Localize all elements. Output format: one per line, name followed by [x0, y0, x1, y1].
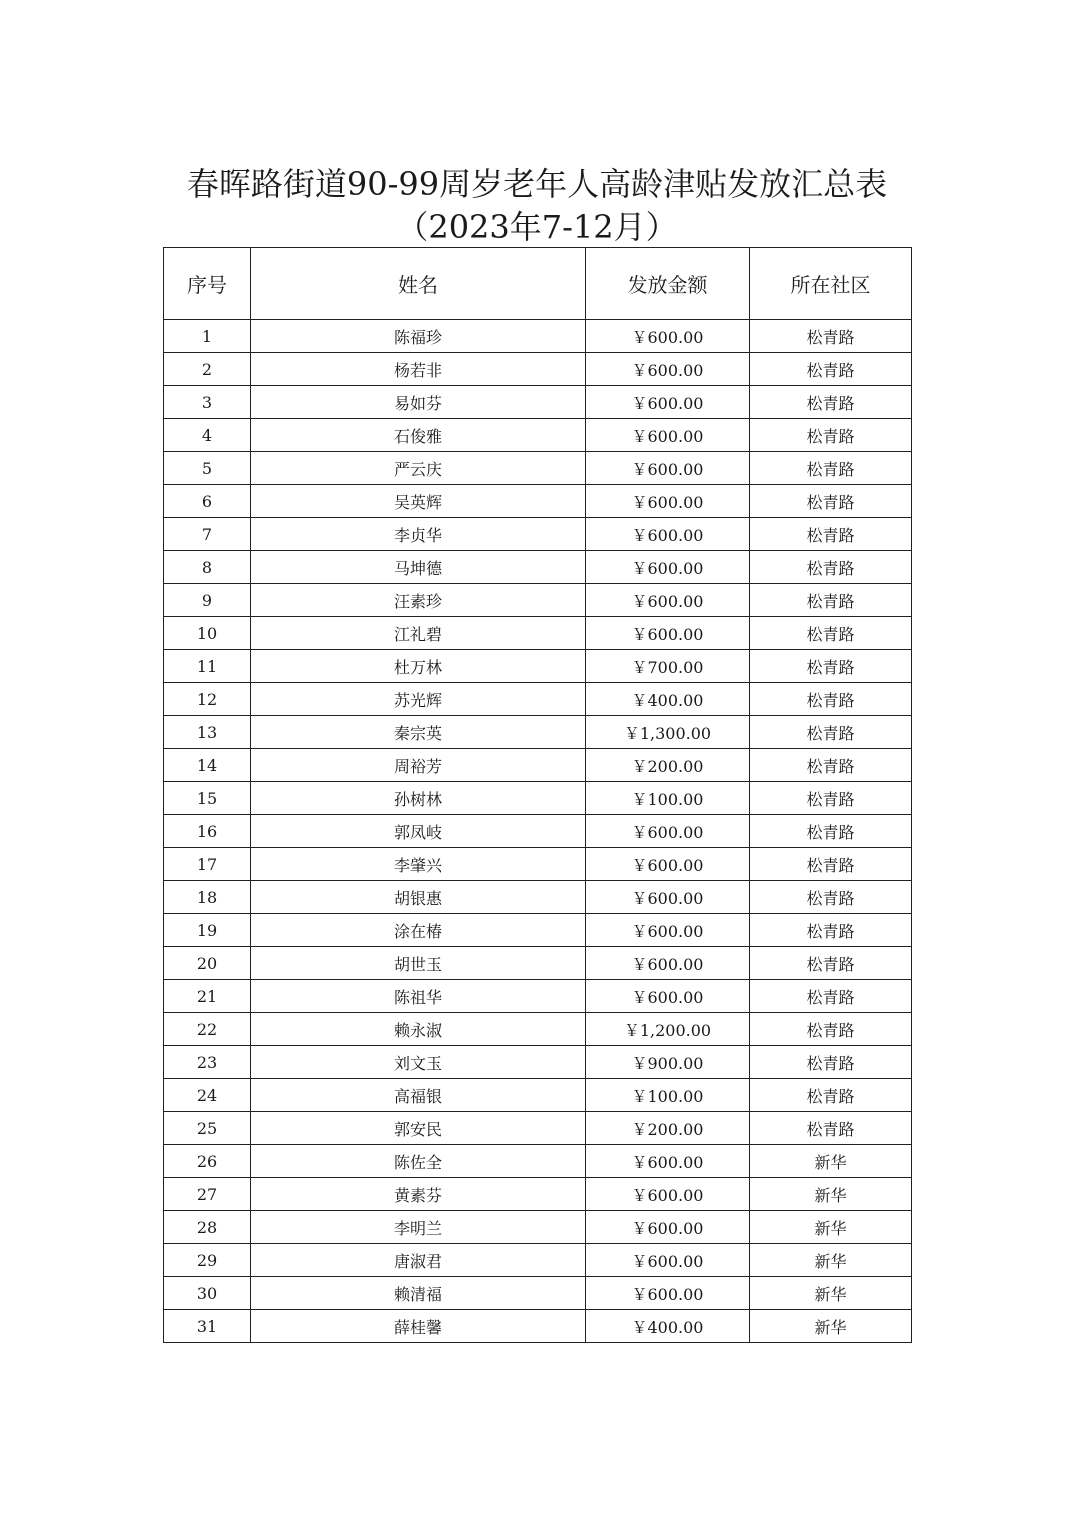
- table-row: [164, 650, 912, 683]
- row-amount: ￥600.00: [586, 980, 750, 1013]
- row-name: 高福银: [251, 1079, 586, 1112]
- row-name: 薛桂馨: [251, 1310, 586, 1343]
- row-index: 26: [164, 1145, 251, 1178]
- row-index: 16: [164, 815, 251, 848]
- row-name: 马坤德: [251, 551, 586, 584]
- row-amount: ￥200.00: [586, 749, 750, 782]
- row-name: 郭凤岐: [251, 815, 586, 848]
- row-name: 涂在椿: [251, 914, 586, 947]
- table-row: [164, 716, 912, 749]
- row-index: 2: [164, 353, 251, 386]
- table-row: [164, 485, 912, 518]
- row-name: 汪素珍: [251, 584, 586, 617]
- row-community: 松青路: [750, 1112, 912, 1145]
- row-index: 20: [164, 947, 251, 980]
- row-community: 松青路: [750, 617, 912, 650]
- row-index: 21: [164, 980, 251, 1013]
- row-community: 松青路: [750, 584, 912, 617]
- table-row: [164, 980, 912, 1013]
- header-row: [164, 248, 912, 320]
- document-title: 春晖路街道90-99周岁老年人高龄津贴发放汇总表: [186, 165, 888, 203]
- row-community: 松青路: [750, 1046, 912, 1079]
- row-amount: ￥600.00: [586, 320, 750, 353]
- row-index: 27: [164, 1178, 251, 1211]
- table-row: [164, 1211, 912, 1244]
- row-community: 松青路: [750, 518, 912, 551]
- row-name: 周裕芳: [251, 749, 586, 782]
- row-amount: ￥600.00: [586, 518, 750, 551]
- row-amount: ￥600.00: [586, 947, 750, 980]
- row-community: 新华: [750, 1310, 912, 1343]
- row-community: 松青路: [750, 716, 912, 749]
- row-name: 唐淑君: [251, 1244, 586, 1277]
- row-name: 赖清福: [251, 1277, 586, 1310]
- row-name: 李贞华: [251, 518, 586, 551]
- row-name: 严云庆: [251, 452, 586, 485]
- table-row: [164, 1046, 912, 1079]
- row-name: 刘文玉: [251, 1046, 586, 1079]
- table-row: [164, 1145, 912, 1178]
- row-index: 10: [164, 617, 251, 650]
- row-index: 24: [164, 1079, 251, 1112]
- row-amount: ￥600.00: [586, 1277, 750, 1310]
- table-row: [164, 353, 912, 386]
- row-community: 松青路: [750, 848, 912, 881]
- row-community: 松青路: [750, 749, 912, 782]
- table-row: [164, 683, 912, 716]
- row-community: 松青路: [750, 1079, 912, 1112]
- row-index: 31: [164, 1310, 251, 1343]
- table-row: [164, 1079, 912, 1112]
- row-community: 松青路: [750, 1013, 912, 1046]
- row-amount: ￥600.00: [586, 881, 750, 914]
- row-amount: ￥600.00: [586, 353, 750, 386]
- table-row: [164, 1244, 912, 1277]
- row-index: 1: [164, 320, 251, 353]
- row-index: 25: [164, 1112, 251, 1145]
- row-amount: ￥600.00: [586, 584, 750, 617]
- table-row: [164, 518, 912, 551]
- row-community: 松青路: [750, 485, 912, 518]
- row-amount: ￥100.00: [586, 1079, 750, 1112]
- table-row: [164, 551, 912, 584]
- row-index: 22: [164, 1013, 251, 1046]
- row-index: 13: [164, 716, 251, 749]
- table-row: [164, 1112, 912, 1145]
- row-community: 松青路: [750, 980, 912, 1013]
- table-row: [164, 386, 912, 419]
- row-name: 孙树林: [251, 782, 586, 815]
- row-name: 黄素芬: [251, 1178, 586, 1211]
- row-community: 新华: [750, 1211, 912, 1244]
- table-body: [164, 320, 912, 1343]
- table-row: [164, 1310, 912, 1343]
- table-row: [164, 1178, 912, 1211]
- table-row: [164, 1277, 912, 1310]
- row-amount: ￥600.00: [586, 1178, 750, 1211]
- row-index: 4: [164, 419, 251, 452]
- table-row: [164, 584, 912, 617]
- row-community: 松青路: [750, 386, 912, 419]
- row-name: 杜万林: [251, 650, 586, 683]
- row-amount: ￥1,300.00: [586, 716, 750, 749]
- row-amount: ￥700.00: [586, 650, 750, 683]
- table-row: [164, 452, 912, 485]
- row-community: 松青路: [750, 914, 912, 947]
- row-name: 吴英辉: [251, 485, 586, 518]
- row-amount: ￥400.00: [586, 1310, 750, 1343]
- table-row: [164, 815, 912, 848]
- row-amount: ￥200.00: [586, 1112, 750, 1145]
- row-index: 15: [164, 782, 251, 815]
- row-amount: ￥600.00: [586, 914, 750, 947]
- table-row: [164, 617, 912, 650]
- row-community: 松青路: [750, 815, 912, 848]
- row-index: 30: [164, 1277, 251, 1310]
- row-community: 松青路: [750, 947, 912, 980]
- row-name: 易如芬: [251, 386, 586, 419]
- row-community: 松青路: [750, 650, 912, 683]
- row-community: 新华: [750, 1277, 912, 1310]
- row-name: 苏光辉: [251, 683, 586, 716]
- row-community: 新华: [750, 1244, 912, 1277]
- row-name: 江礼碧: [251, 617, 586, 650]
- table-header: [164, 248, 912, 320]
- table-row: [164, 914, 912, 947]
- row-name: 胡银惠: [251, 881, 586, 914]
- row-name: 胡世玉: [251, 947, 586, 980]
- row-community: 新华: [750, 1178, 912, 1211]
- row-amount: ￥600.00: [586, 617, 750, 650]
- row-amount: ￥600.00: [586, 848, 750, 881]
- row-index: 28: [164, 1211, 251, 1244]
- row-amount: ￥600.00: [586, 452, 750, 485]
- row-community: 新华: [750, 1145, 912, 1178]
- row-index: 6: [164, 485, 251, 518]
- table-row: [164, 749, 912, 782]
- document-subtitle-period: （2023年7-12月）: [396, 208, 678, 246]
- row-community: 松青路: [750, 353, 912, 386]
- row-index: 11: [164, 650, 251, 683]
- row-index: 14: [164, 749, 251, 782]
- row-amount: ￥600.00: [586, 1244, 750, 1277]
- row-name: 赖永淑: [251, 1013, 586, 1046]
- row-community: 松青路: [750, 683, 912, 716]
- row-name: 杨若非: [251, 353, 586, 386]
- row-community: 松青路: [750, 782, 912, 815]
- header-amount: 发放金额: [586, 248, 750, 320]
- table-row: [164, 1013, 912, 1046]
- table-row: [164, 848, 912, 881]
- row-amount: ￥600.00: [586, 419, 750, 452]
- row-amount: ￥100.00: [586, 782, 750, 815]
- row-amount: ￥600.00: [586, 1145, 750, 1178]
- header-index: 序号: [164, 248, 251, 320]
- row-index: 12: [164, 683, 251, 716]
- row-amount: ￥600.00: [586, 485, 750, 518]
- row-amount: ￥600.00: [586, 815, 750, 848]
- table-row: [164, 419, 912, 452]
- row-community: 松青路: [750, 551, 912, 584]
- row-amount: ￥600.00: [586, 386, 750, 419]
- row-amount: ￥1,200.00: [586, 1013, 750, 1046]
- row-index: 8: [164, 551, 251, 584]
- row-name: 石俊雅: [251, 419, 586, 452]
- row-amount: ￥600.00: [586, 1211, 750, 1244]
- table-row: [164, 881, 912, 914]
- row-community: 松青路: [750, 320, 912, 353]
- row-index: 17: [164, 848, 251, 881]
- header-name: 姓名: [251, 248, 586, 320]
- row-amount: ￥400.00: [586, 683, 750, 716]
- subsidy-table: [163, 247, 912, 1343]
- table-row: [164, 782, 912, 815]
- row-amount: ￥600.00: [586, 551, 750, 584]
- row-name: 李明兰: [251, 1211, 586, 1244]
- row-name: 陈佐全: [251, 1145, 586, 1178]
- row-index: 18: [164, 881, 251, 914]
- row-community: 松青路: [750, 452, 912, 485]
- row-name: 郭安民: [251, 1112, 586, 1145]
- row-index: 5: [164, 452, 251, 485]
- row-index: 19: [164, 914, 251, 947]
- row-index: 9: [164, 584, 251, 617]
- table-row: [164, 947, 912, 980]
- row-name: 秦宗英: [251, 716, 586, 749]
- row-index: 29: [164, 1244, 251, 1277]
- row-name: 陈福珍: [251, 320, 586, 353]
- table-row: [164, 320, 912, 353]
- row-name: 李肇兴: [251, 848, 586, 881]
- row-index: 7: [164, 518, 251, 551]
- row-community: 松青路: [750, 881, 912, 914]
- row-name: 陈祖华: [251, 980, 586, 1013]
- row-amount: ￥900.00: [586, 1046, 750, 1079]
- row-community: 松青路: [750, 419, 912, 452]
- row-index: 23: [164, 1046, 251, 1079]
- row-index: 3: [164, 386, 251, 419]
- header-community: 所在社区: [750, 248, 912, 320]
